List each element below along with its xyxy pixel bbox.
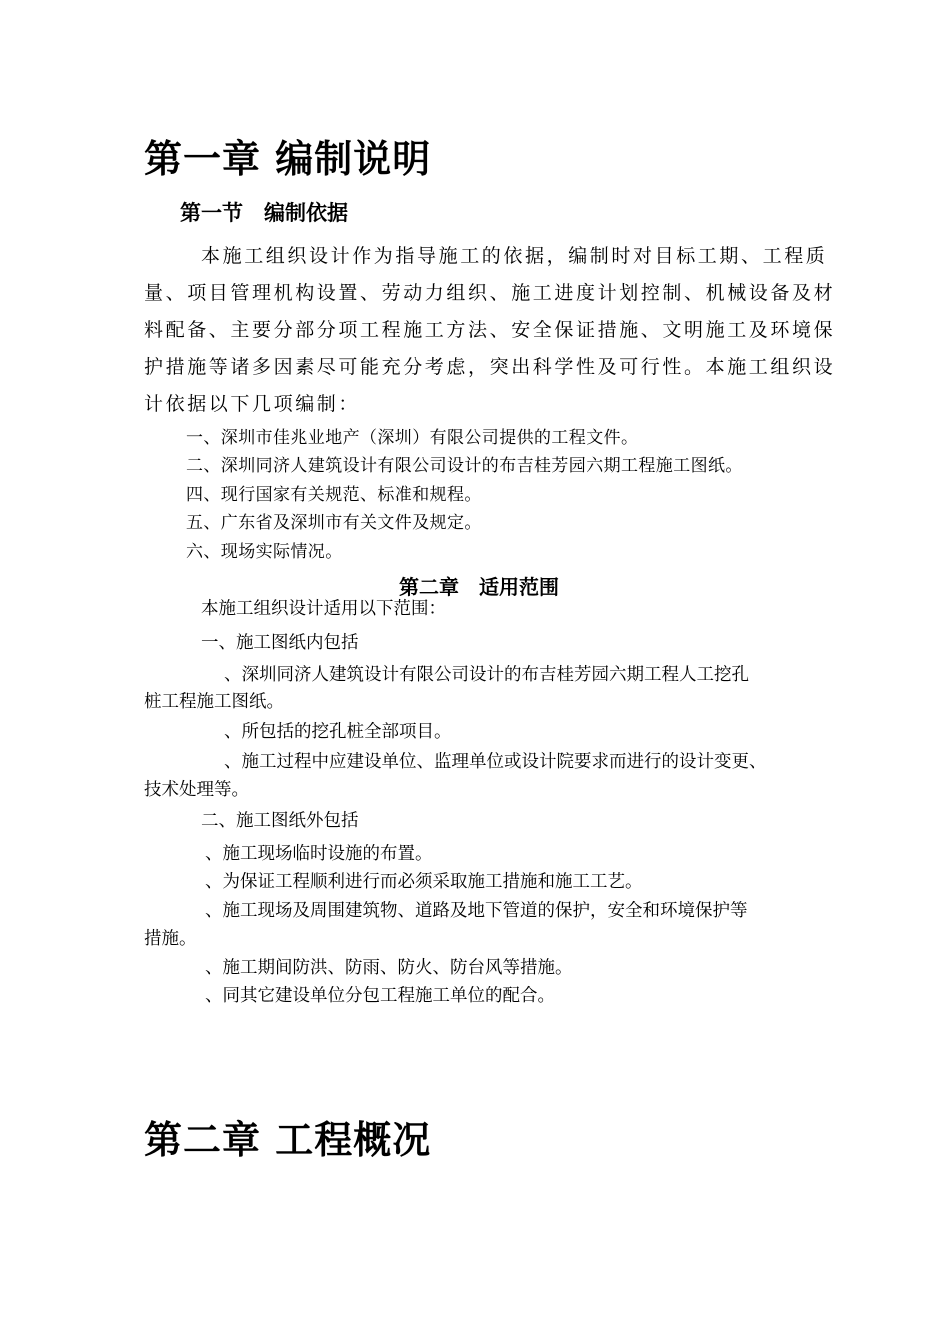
- basis-item: 四、现行国家有关规范、标准和规程。: [186, 485, 482, 505]
- paragraph-line: 量、项目管理机构设置、劳动力组织、施工进度计划控制、机械设备及材: [144, 282, 836, 304]
- outside-item-first-line: 、同其它建设单位分包工程施工单位的配合。: [205, 986, 555, 1006]
- basis-item: 六、现场实际情况。: [186, 542, 343, 562]
- basis-item: 一、深圳市佳兆业地产（深圳）有限公司提供的工程文件。: [186, 428, 639, 448]
- paragraph-line: 料配备、主要分部分项工程施工方法、安全保证措施、文明施工及环境保: [144, 319, 836, 341]
- scope-title: 第二章 适用范围: [399, 575, 559, 599]
- outside-item-first-line: 、施工现场及周围建筑物、道路及地下管道的保护，安全和环境保护等: [205, 901, 748, 921]
- outside-item-first-line: 、施工期间防洪、防雨、防火、防台风等措施。: [205, 958, 573, 978]
- outside-item-first-line: 、施工现场临时设施的布置。: [205, 844, 433, 864]
- basis-item: 五、广东省及深圳市有关文件及规定。: [186, 513, 482, 533]
- outside-heading: 二、施工图纸外包括: [201, 811, 359, 831]
- paragraph-line: 本施工组织设计作为指导施工的依据，编制时对目标工期、工程质: [201, 245, 828, 267]
- paragraph-line: 护措施等诸多因素尽可能充分考虑，突出科学性及可行性。本施工组织设: [144, 356, 836, 378]
- basis-item: 二、深圳同济人建筑设计有限公司设计的布吉桂芳园六期工程施工图纸。: [186, 456, 743, 476]
- inside-item-continuation: 技术处理等。: [144, 780, 249, 800]
- inside-item-continuation: 桩工程施工图纸。: [144, 692, 284, 712]
- outside-item-first-line: 、为保证工程顺利进行而必须采取施工措施和施工工艺。: [205, 872, 643, 892]
- paragraph-line: 计依据以下几项编制：: [144, 393, 361, 415]
- inside-item-first-line: 、深圳同济人建筑设计有限公司设计的布吉桂芳园六期工程人工挖孔: [224, 665, 749, 685]
- chapter-2-title: 第二章 工程概况: [144, 1118, 432, 1162]
- scope-intro: 本施工组织设计适用以下范围：: [201, 599, 446, 619]
- section-1-title: 第一节 编制依据: [180, 201, 348, 225]
- inside-heading: 一、施工图纸内包括: [201, 633, 359, 653]
- inside-item-first-line: 、施工过程中应建设单位、监理单位或设计院要求而进行的设计变更、: [224, 752, 767, 772]
- inside-item-first-line: 、所包括的挖孔桩全部项目。: [224, 722, 452, 742]
- basis-paragraph: [144, 238, 835, 423]
- outside-item-continuation: 措施。: [144, 929, 197, 949]
- chapter-1-title: 第一章 编制说明: [144, 137, 432, 181]
